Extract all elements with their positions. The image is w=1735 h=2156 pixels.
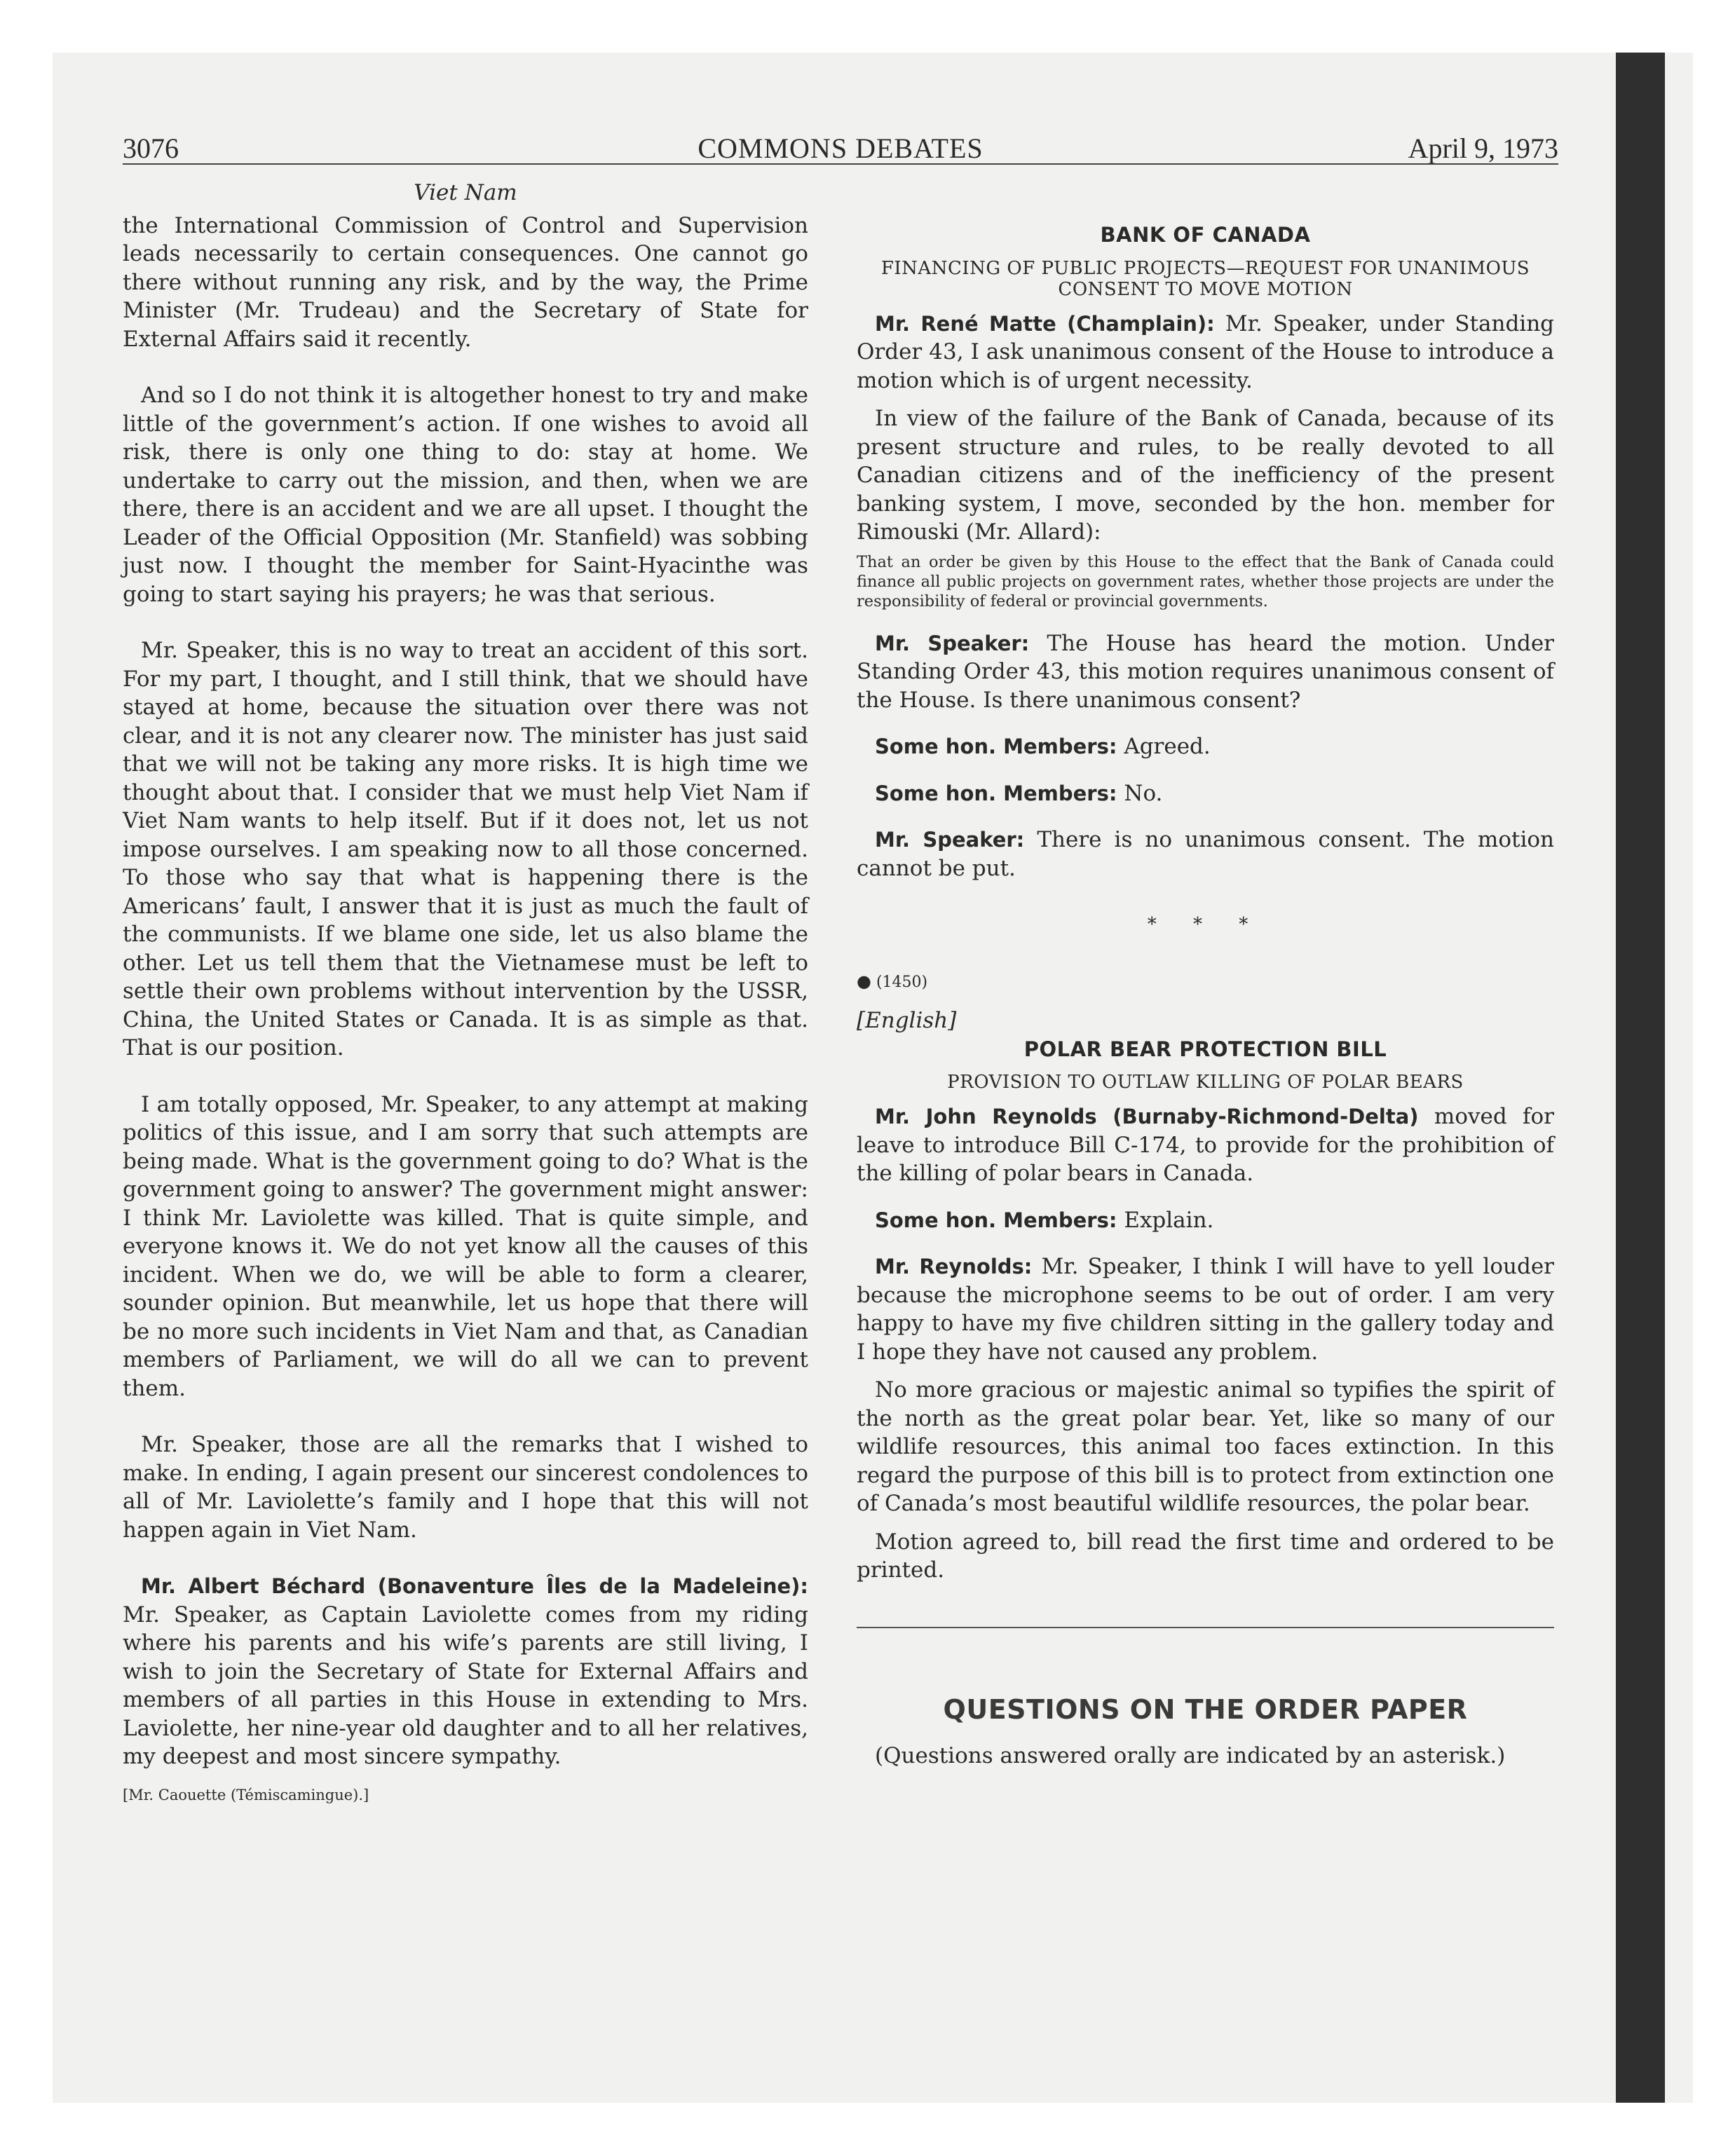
paragraph: In view of the failure of the Bank of Canada, because of its present structure and rules, to be really devoted to all Canadian citizens and of the inefficiency of the present banking system, I move, seconded by the hon. member for Rimouski (Mr. Allard): — [857, 406, 1554, 545]
section-subheading: PROVISION TO OUTLAW KILLING OF POLAR BEARS — [947, 1072, 1464, 1093]
paragraph: the International Commission of Control and Supervision leads necessarily to certain consequences. One cannot go there without running any risk, and by the way, the Prime Minister (Mr. Trudeau) and the Secretary of State for External Affairs said it recently. — [123, 212, 808, 352]
speaker-name: Some hon. Members: — [875, 1208, 1117, 1232]
page-date: April 9, 1973 — [1408, 132, 1558, 164]
header-rule — [123, 163, 1558, 165]
section-heading: POLAR BEAR PROTECTION BILL — [1023, 1037, 1387, 1061]
speech-reynolds — [857, 1253, 1554, 1366]
section-subheading: FINANCING OF PUBLIC PROJECTS—REQUEST FOR UNANIMOUS CONSENT TO MOVE MOTION — [880, 257, 1530, 300]
speaker-name: Mr. Speaker: — [875, 828, 1025, 852]
section-divider — [857, 1627, 1554, 1628]
speech-reynolds — [857, 1103, 1554, 1188]
right-column — [857, 221, 1554, 1770]
speaker-name: Mr. Speaker: — [875, 631, 1030, 655]
speech-text: There is no unanimous consent. The motion cannot be put. — [857, 827, 1554, 881]
paragraph: Motion agreed to, bill read the first time and ordered to be printed. — [857, 1529, 1554, 1583]
section-break-stars: * * * — [1147, 914, 1264, 935]
paragraph: No more gracious or majestic animal so typifies the spirit of the north as the great polar bear. Yet, like so many of our wildlife resources, this animal too faces extinction. In this regard the purpose of this bill is to protect from extinction one of Canada’s most beautiful wildlife resources, the polar bear. — [857, 1377, 1554, 1516]
speech-speaker — [857, 629, 1554, 715]
speech-text: Mr. Speaker, I think I will have to yell louder because the microphone seems to be out of order. I am very happy to have my five children sitting in the gallery today and I hope they have not caused any problem. — [857, 1254, 1554, 1365]
speaker-name: Some hon. Members: — [875, 735, 1117, 758]
scan-edge-shadow — [1616, 53, 1665, 2103]
speech-members — [857, 732, 1554, 761]
language-marker: [English] — [857, 1008, 957, 1033]
speaker-name: Mr. Reynolds: — [875, 1255, 1033, 1278]
time-stamp-text: (1450) — [876, 973, 928, 991]
questions-heading: QUESTIONS ON THE ORDER PAPER — [943, 1693, 1468, 1725]
paragraph: Mr. Speaker, those are all the remarks that I wished to make. In ending, I again present our sincerest condolences to all of Mr. Laviolette’s family and I hope that this will not happen again in Viet Nam. — [123, 1432, 808, 1543]
paragraph: Mr. Speaker, this is no way to treat an accident of this sort. For my part, I thought, and I still think, that we should have stayed at home, because the situation over there was not clear, and it is not any clearer now. The minister has just said that we will not be taking any more risks. It is high time we thought about that. I consider that we must help Viet Nam if Viet Nam wants to help itself. But if it does not, let us not impose ourselves. I am speaking now to all those concerned. To those who say that what is happening there is the Americans’ fault, I answer that it is just as much the fault of the communists. If we blame one side, let us also blame the other. Let us tell them that the Vietnamese must be left to settle their own problems without intervention by the USSR, China, the United States or Canada. It is as simple as that. That is our position. — [123, 638, 808, 1060]
time-stamp — [857, 967, 1554, 997]
speech-bechard — [123, 1572, 808, 1771]
paragraph: And so I do not think it is altogether honest to try and make little of the government’s action. If one wishes to avoid all risk, there is only one thing to do: stay at home. We undertake to carry out the mission, and then, when we are there, there is an accident and we are all upset. I thought the Leader of the Official Opposition (Mr. Stanfield) was sobbing just now. I thought the member for Saint-Hyacinthe was going to start saying his prayers; he was that serious. — [123, 383, 808, 607]
paragraph: I am totally opposed, Mr. Speaker, to any attempt at making politics of this issue, and I am sorry that such attempts are being made. What is the government going to do? What is the government going to answer? The government might answer: I think Mr. Laviolette was killed. That is quite simple, and everyone knows it. We do not yet know all the causes of this incident. When we do, we will be able to form a clearer, sounder opinion. But meanwhile, let us hope that there will be no more such incidents in Viet Nam and that, as Canadian members of Parliament, we will do all we can to prevent them. — [123, 1091, 808, 1401]
left-column — [123, 179, 808, 1809]
speech-text: Mr. Speaker, as Captain Laviolette comes from my riding where his parents and his wife’s parents are still living, I wish to join the Secretary of State for External Affairs and members of all parties in this House in extending to Mrs. Laviolette, her nine-year old daughter and to all her relatives, my deepest and most sincere sympathy. — [123, 1602, 808, 1769]
section-heading: BANK OF CANADA — [1100, 223, 1311, 247]
questions-note: (Questions answered orally are indicated by an asterisk.) — [875, 1743, 1506, 1768]
bullet-icon: ● — [857, 971, 871, 991]
speech-text: The House has heard the motion. Under Standing Order 43, this motion requires unanimous consent of the House. Is there unanimous consent? — [857, 630, 1554, 713]
speech-text: Explain. — [1124, 1207, 1214, 1233]
speech-text: moved for leave to introduce Bill C-174, to provide for the prohibition of the killing of polar bears in Canada. — [857, 1104, 1554, 1186]
running-head: Viet Nam — [414, 180, 517, 205]
speech-text: No. — [1124, 780, 1163, 806]
speaker-name: Mr. John Reynolds (Burnaby-Richmond-Delta) — [875, 1105, 1419, 1128]
publication-title: COMMONS DEBATES — [698, 132, 984, 164]
speaker-name: Some hon. Members: — [875, 781, 1117, 805]
speaker-name: Mr. Albert Béchard (Bonaventure Îles de la Madeleine): — [141, 1574, 808, 1598]
page-number: 3076 — [123, 132, 179, 164]
speech-matte — [857, 310, 1554, 395]
speech-speaker — [857, 826, 1554, 882]
page-header — [123, 132, 1558, 167]
speech-members — [857, 1206, 1554, 1235]
motion-quote: That an order be given by this House to the effect that the Bank of Canada could finance all public projects on government rates, whether those projects are under the responsibility of federal or provincial governments. — [857, 552, 1554, 610]
speech-members — [857, 779, 1554, 808]
speech-text: Agreed. — [1124, 734, 1211, 759]
speech-text: Mr. Speaker, under Standing Order 43, I ask unanimous consent of the House to introduce a motion which is of urgent necessity. — [857, 311, 1555, 393]
attribution: [Mr. Caouette (Témiscamingue).] — [123, 1786, 369, 1803]
speaker-name: Mr. René Matte (Champlain): — [875, 311, 1215, 336]
